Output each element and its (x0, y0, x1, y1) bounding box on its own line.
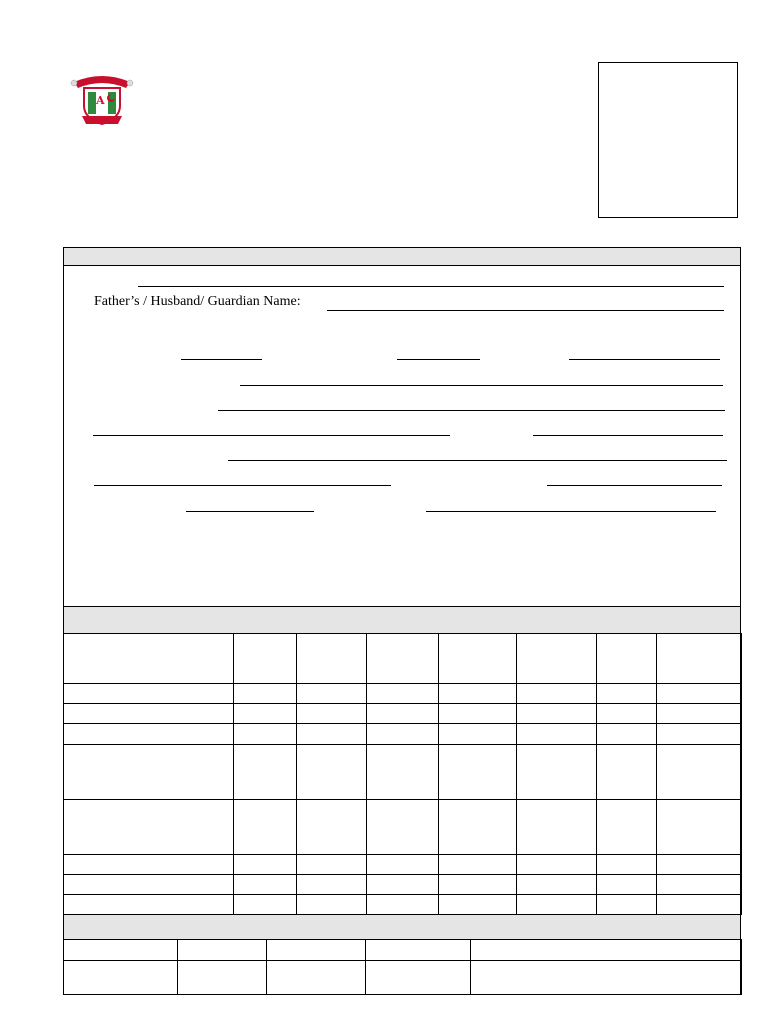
svg-text:A: A (96, 94, 105, 107)
field-line-11[interactable] (186, 511, 314, 512)
field-line-9[interactable] (94, 485, 391, 486)
education-header-band (64, 606, 740, 634)
field-line-10[interactable] (547, 485, 722, 486)
experience-table (63, 939, 742, 995)
father-name-label: Father’s / Husband/ Guardian Name: (94, 294, 301, 309)
table-row[interactable] (63, 961, 741, 995)
table-row[interactable] (63, 895, 741, 915)
name-line[interactable] (138, 286, 724, 287)
school-crest-logo (68, 68, 136, 130)
photo-box[interactable] (598, 62, 738, 218)
school-crest-icon (68, 68, 136, 130)
field-line-5[interactable] (218, 410, 725, 411)
table-row[interactable] (63, 724, 741, 745)
table-header-row (63, 940, 741, 961)
table-row[interactable] (63, 684, 741, 704)
table-row[interactable] (63, 855, 741, 875)
field-line-12[interactable] (426, 511, 716, 512)
table-header-row (63, 634, 741, 684)
table-row[interactable] (63, 875, 741, 895)
experience-header-band (64, 914, 740, 940)
field-line-2[interactable] (397, 359, 480, 360)
table-row[interactable] (63, 800, 741, 855)
field-line-3[interactable] (569, 359, 720, 360)
field-line-7[interactable] (533, 435, 723, 436)
field-line-6[interactable] (93, 435, 450, 436)
table-row[interactable] (63, 745, 741, 800)
field-line-8[interactable] (228, 460, 727, 461)
table-row[interactable] (63, 704, 741, 724)
field-line-1[interactable] (181, 359, 262, 360)
field-line-4[interactable] (240, 385, 723, 386)
education-table (63, 633, 742, 915)
application-form-section (63, 247, 741, 995)
father-name-line[interactable] (327, 310, 724, 311)
personal-info-header-band (64, 247, 740, 266)
